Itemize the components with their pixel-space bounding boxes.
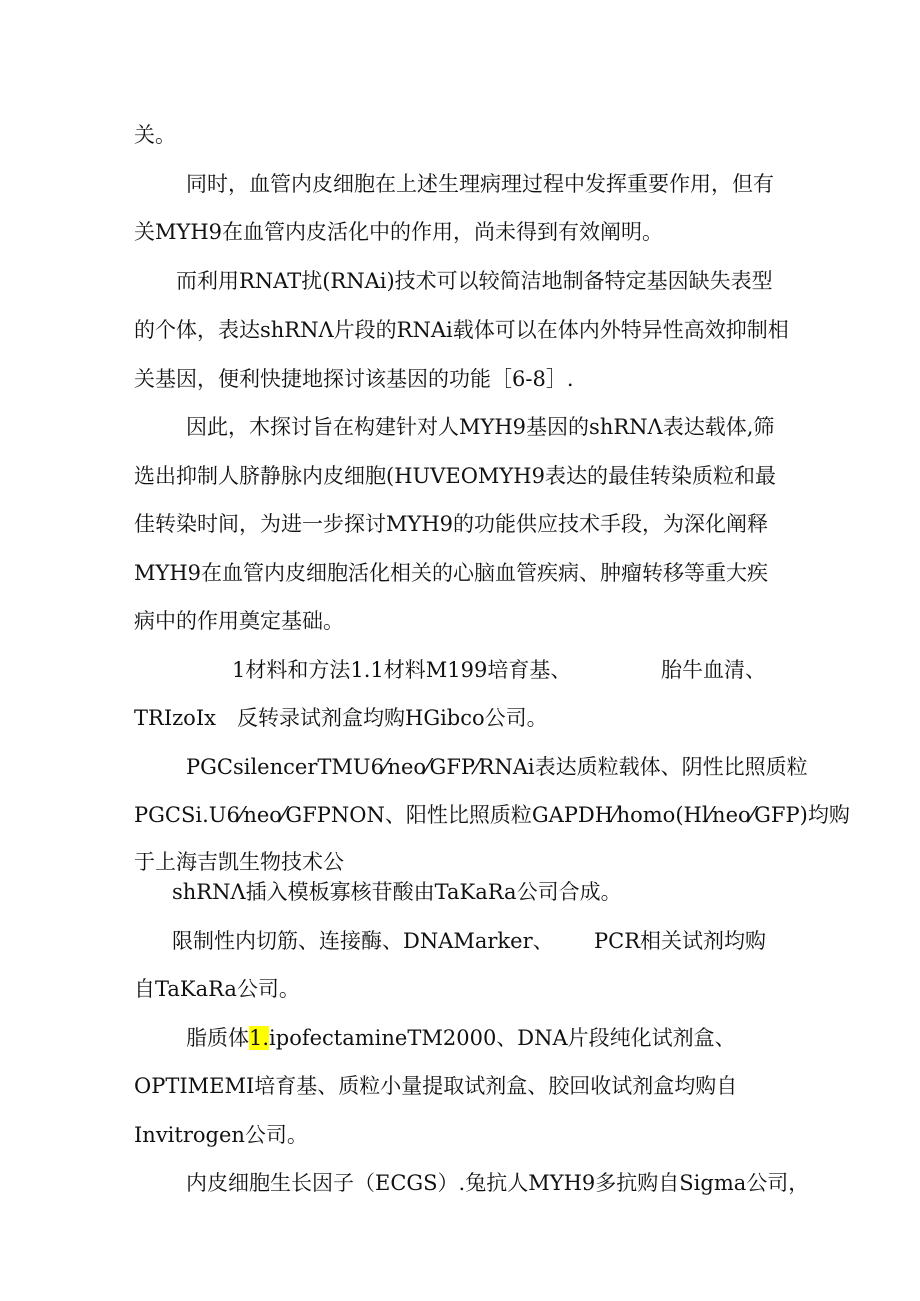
text-line: OPTIMEMI培育基、质粒小量提取试剂盒、胶回收试剂盒均购自	[134, 1074, 738, 1098]
highlighted-text: 1.	[249, 1026, 270, 1050]
text-line: 病中的作用奠定基础。	[134, 609, 344, 633]
text-fragment: 反转录试剂盒均购HGibco公司。	[237, 706, 548, 730]
paragraph-start: 而利用RNAT扰(RNAi)技术可以较简洁地制备特定基因缺失表型	[176, 269, 773, 293]
text-fragment: PCR相关试剂均购	[594, 929, 767, 953]
text-fragment: 胎牛血清、	[661, 658, 766, 682]
text-line: Invitrogen公司。	[134, 1123, 308, 1147]
text-line: 于上海吉凯生物技术公	[134, 850, 344, 874]
text-fragment: 脂质体	[186, 1026, 249, 1050]
paragraph-start: PGCsilencerTMU6⁄neo⁄GFP⁄RNAi表达质粒载体、阴性比照质粒	[186, 755, 808, 779]
text-line: 关MYH9在血管内皮活化中的作用，尚未得到有效阐明。	[134, 220, 664, 244]
text-fragment: ipofectamineTM2000、DNA片段纯化试剂盒、	[269, 1026, 736, 1050]
text-line: 自TaKaRa公司。	[134, 977, 300, 1001]
paragraph-start: 限制性内切筋、连接酶、DNAMarker、	[172, 929, 554, 953]
text-fragment: TRIzoIx	[134, 706, 216, 730]
text-line: MYH9在血管内皮细胞活化相关的心脑血管疾病、肿瘤转移等重大疾	[134, 561, 769, 585]
text-line: 佳转染时间，为进一步探讨MYH9的功能供应技术手段，为深化阐释	[134, 512, 769, 536]
text-line: 选出抑制人脐静脉内皮细胞(HUVEOMYH9表达的最佳转染质粒和最	[134, 464, 776, 488]
paragraph-start: 因此，木探讨旨在构建针对人MYH9基因的shRNΛ表达载体,筛	[186, 415, 775, 439]
paragraph-start: 同时，血管内皮细胞在上述生理病理过程中发挥重要作用，但有	[186, 172, 774, 196]
text-line: PGCSi.U6⁄neo⁄GFPNON、阳性比照质粒GAPDH⁄homo(Hl⁄neo⁄GFP)均购	[134, 803, 850, 827]
text-line: 关基因，便利快捷地探讨该基因的功能［6-8］.	[134, 367, 574, 391]
section-heading: 1材料和方法1.1材料M199培育基、	[232, 658, 572, 682]
paragraph-start: 内皮细胞生长因子（ECGS）.兔抗人MYH9多抗购自Sigma公司，	[186, 1171, 810, 1195]
paragraph-start	[186, 1024, 736, 1052]
text-line: 的个体，表达shRNΛ片段的RNAi载体可以在体内外特异性高效抑制相	[134, 318, 789, 342]
text-line: 关。	[134, 123, 176, 147]
paragraph-start: shRNΛ插入模板寡核苷酸由TaKaRa公司合成。	[172, 880, 622, 904]
